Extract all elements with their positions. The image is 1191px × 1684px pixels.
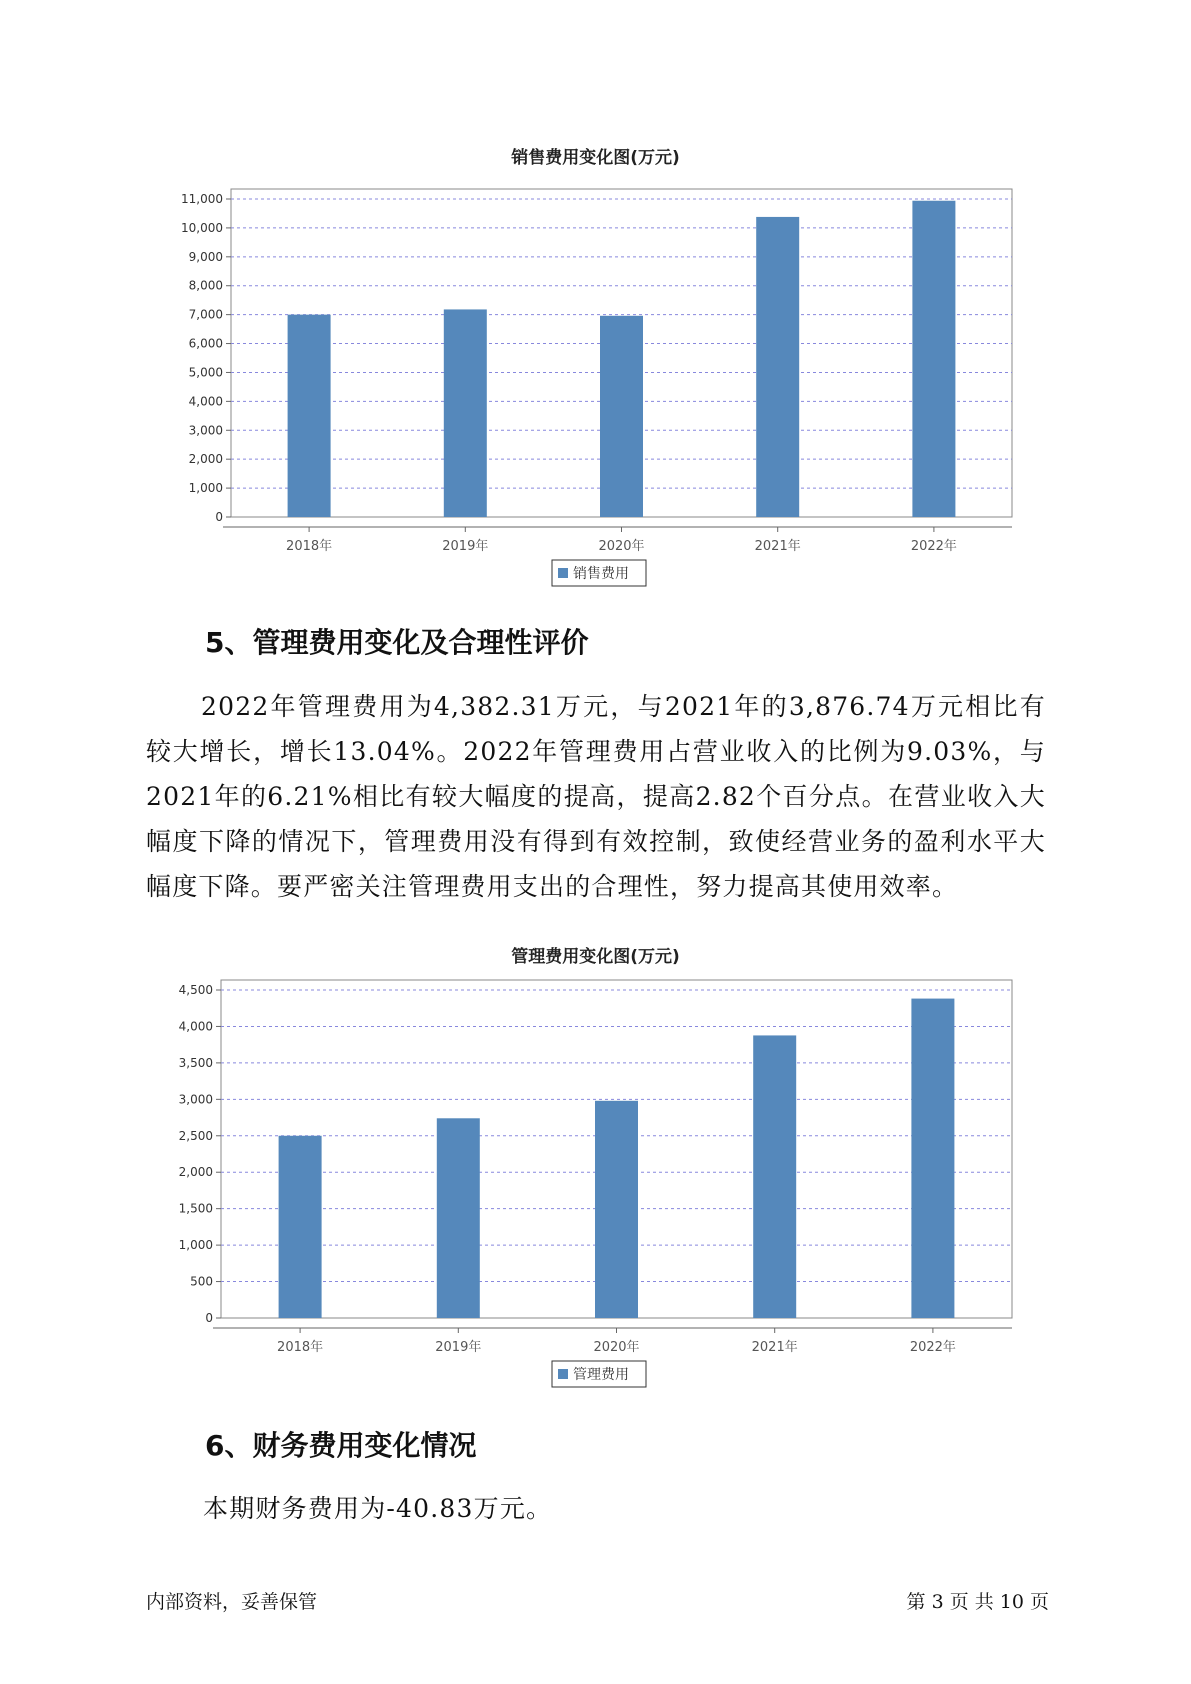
bar <box>279 1136 322 1318</box>
y-tick-label: 2,000 <box>178 1165 213 1180</box>
bar <box>595 1101 638 1318</box>
legend-swatch <box>558 1369 568 1379</box>
y-tick-label: 7,000 <box>188 307 223 322</box>
section-5-paragraph: 2022年管理费用为4,382.31万元，与2021年的3,876.74万元相比有较大增长，增长13.04%。2022年管理费用占营业收入的比例为9.03%，与2021年的6.21%相比有较大幅度的提高，提高2.82个百分点。在营业收入大幅度下降的情况下，管理费用没有得到有效控制，致使经营业务的盈利水平大幅度下降。要严密关注管理费用支出的合理性，努力提高其使用效率。 <box>146 692 1046 901</box>
y-tick-label: 2,000 <box>188 452 223 467</box>
chart1-title: 销售费用变化图(万元) <box>511 148 680 168</box>
y-tick-label: 4,000 <box>188 394 223 409</box>
y-tick-label: 1,500 <box>178 1201 213 1216</box>
x-tick-label: 2018年 <box>286 539 333 554</box>
x-tick-label: 2022年 <box>910 539 957 554</box>
sales-expense-chart <box>0 175 1191 595</box>
chart2-title: 管理费用变化图(万元) <box>511 947 680 967</box>
x-tick-label: 2019年 <box>442 539 489 554</box>
y-tick-label: 500 <box>190 1274 213 1289</box>
legend-swatch <box>558 568 568 578</box>
x-tick-label: 2022年 <box>909 1340 956 1355</box>
x-tick-label: 2020年 <box>598 539 645 554</box>
y-tick-label: 0 <box>205 1311 213 1325</box>
y-tick-label: 9,000 <box>188 249 223 264</box>
section-6-heading: 6、财务费用变化情况 <box>205 1429 477 1462</box>
x-tick-label: 2019年 <box>435 1340 482 1355</box>
footer-confidential-note: 内部资料，妥善保管 <box>146 1591 318 1613</box>
admin-expense-chart <box>0 975 1191 1395</box>
legend-label: 管理费用 <box>573 1367 629 1383</box>
y-tick-label: 1,000 <box>188 481 223 496</box>
y-tick-label: 4,000 <box>178 1019 213 1034</box>
y-tick-label: 4,500 <box>178 983 213 997</box>
legend-label: 销售费用 <box>573 566 629 582</box>
y-tick-label: 1,000 <box>178 1238 213 1253</box>
section-5-heading: 5、管理费用变化及合理性评价 <box>205 626 589 659</box>
bar <box>288 315 331 517</box>
x-tick-label: 2021年 <box>751 1340 798 1355</box>
y-tick-label: 10,000 <box>181 220 223 235</box>
y-tick-label: 0 <box>215 510 223 524</box>
y-tick-label: 8,000 <box>188 278 223 293</box>
section-6-paragraph: 本期财务费用为-40.83万元。 <box>203 1494 553 1523</box>
footer-page-number: 第 3 页 共 10 页 <box>906 1591 1049 1613</box>
bar <box>444 309 487 517</box>
y-tick-label: 2,500 <box>178 1128 213 1143</box>
bar <box>756 217 799 517</box>
y-tick-label: 11,000 <box>181 192 223 206</box>
bar <box>911 999 954 1318</box>
bar <box>437 1118 480 1318</box>
y-tick-label: 5,000 <box>188 365 223 380</box>
x-tick-label: 2020年 <box>593 1340 640 1355</box>
x-tick-label: 2018年 <box>277 1340 324 1355</box>
y-tick-label: 3,000 <box>178 1092 213 1107</box>
y-tick-label: 3,500 <box>178 1055 213 1070</box>
y-tick-label: 3,000 <box>188 423 223 438</box>
bar <box>912 201 955 517</box>
bar <box>600 316 643 517</box>
y-tick-label: 6,000 <box>188 336 223 351</box>
x-tick-label: 2021年 <box>754 539 801 554</box>
bar <box>753 1035 796 1318</box>
